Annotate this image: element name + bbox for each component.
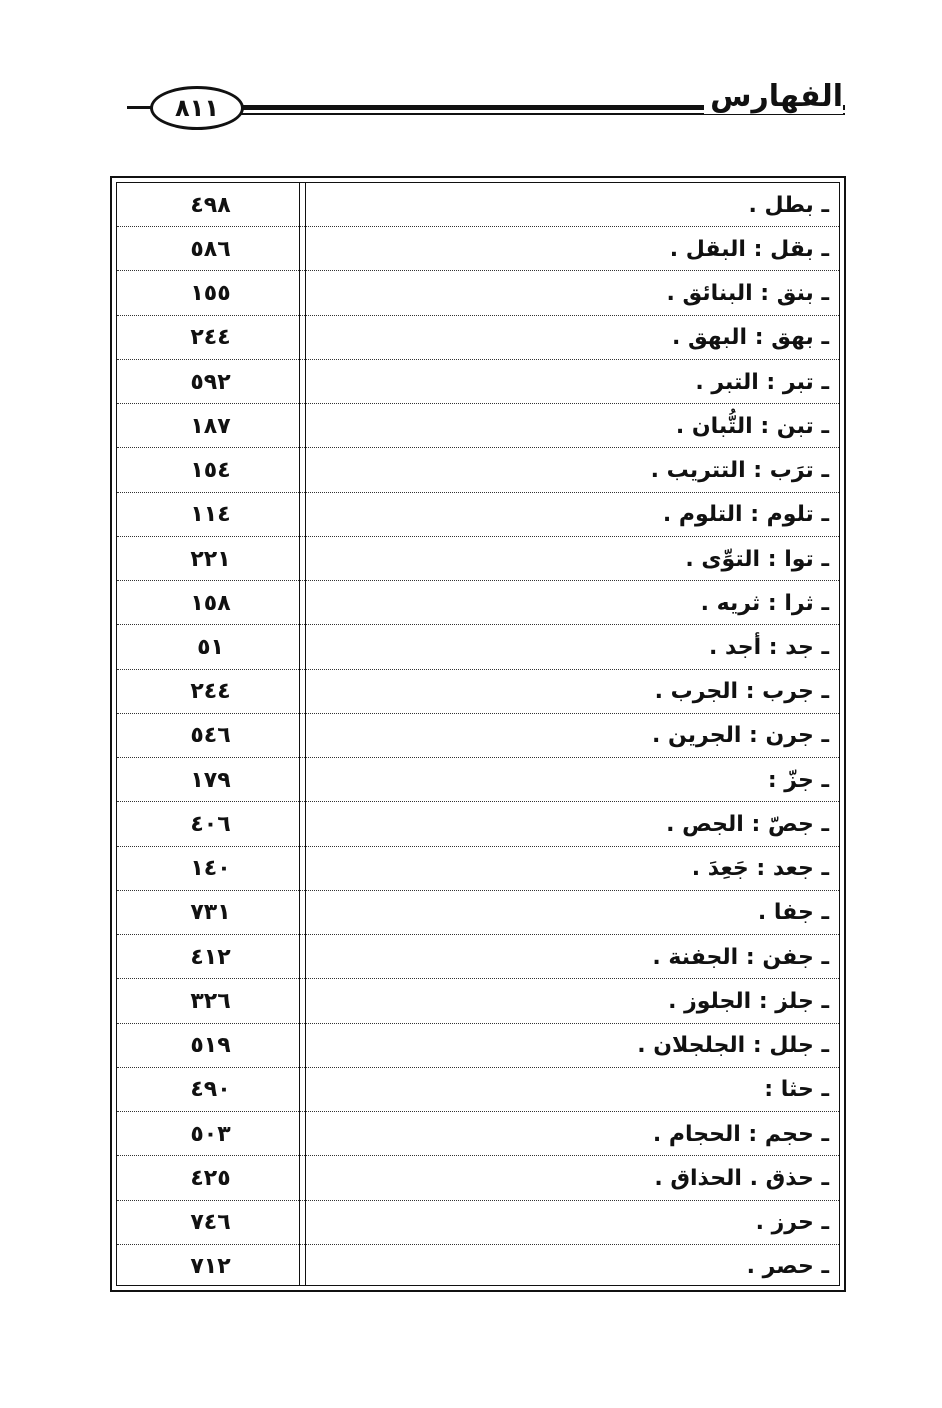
index-term: ـ تلوم : التلوم . — [662, 502, 829, 528]
table-row — [117, 847, 839, 891]
index-term: ـ جلل : الجلجلان . — [637, 1033, 829, 1059]
page-ref: ٥٤٦ — [190, 723, 231, 749]
index-term: ـ ترَب : التتريب . — [650, 458, 829, 484]
index-term: ـ جرب : الجرب . — [654, 679, 829, 705]
table-row — [117, 1024, 839, 1068]
index-term: ـ جعد : جَعِدَ . — [691, 856, 829, 882]
table-row — [117, 625, 839, 669]
index-rows — [117, 183, 839, 1285]
table-row — [117, 714, 839, 758]
table-row — [117, 448, 839, 492]
page-ref: ٤٢٥ — [190, 1165, 231, 1191]
page-ref: ١٨٧ — [190, 413, 231, 439]
page-ref: ٧٣١ — [190, 900, 231, 926]
table-row — [117, 1156, 839, 1200]
table-row — [117, 1245, 839, 1289]
page-ref: ٧١٢ — [190, 1254, 231, 1280]
page-ref: ٥٨٦ — [190, 236, 231, 262]
index-term: ـ جلز : الجلوز . — [668, 988, 829, 1014]
page-ref: ٧٤٦ — [190, 1210, 231, 1236]
page-ref: ١٥٤ — [190, 458, 231, 484]
index-term: ـ بهق : البهق . — [671, 325, 829, 351]
table-row — [117, 935, 839, 979]
index-term: ـ توا : التوِّى . — [685, 546, 829, 572]
header-title: الفهارس — [704, 80, 843, 114]
table-row — [117, 271, 839, 315]
page-ref: ١٥٥ — [190, 281, 231, 307]
table-row — [117, 802, 839, 846]
index-term: ـ بقل : البقل . — [669, 236, 829, 262]
table-row — [117, 227, 839, 271]
table-row — [117, 1201, 839, 1245]
index-term: ـ جصّ : الجص . — [666, 811, 829, 837]
index-term: ـ حرز . — [755, 1210, 829, 1236]
table-row — [117, 581, 839, 625]
table-row — [117, 360, 839, 404]
index-term: ـ بطل . — [748, 192, 829, 218]
page-ref: ١٥٨ — [190, 590, 231, 616]
page-ref: ٢٤٤ — [190, 325, 231, 351]
index-term: ـ جفن : الجفنة . — [652, 944, 829, 970]
table-row — [117, 316, 839, 360]
index-term: ـ بنق : البنائق . — [666, 281, 829, 307]
page-ref: ٣٢٦ — [190, 988, 231, 1014]
page-ref: ١١٤ — [190, 502, 231, 528]
page-ref: ٥١ — [197, 635, 224, 660]
page-ref: ٢٤٤ — [190, 679, 231, 705]
index-term: ـ جرن : الجرين . — [651, 723, 829, 749]
page-ref: ٤٠٦ — [190, 811, 231, 837]
index-term: ـ تبر : التبر . — [695, 369, 829, 395]
table-row — [117, 404, 839, 448]
table-row — [117, 183, 839, 227]
index-term: ـ حثا : — [764, 1077, 829, 1103]
page-ref: ٢٢١ — [190, 546, 231, 572]
index-table — [110, 176, 846, 1292]
page-ref: ١٤٠ — [190, 856, 231, 882]
index-term: ـ حصر . — [746, 1254, 829, 1280]
table-row — [117, 1112, 839, 1156]
page-ref: ٤٩٠ — [190, 1077, 231, 1103]
table-row — [117, 891, 839, 935]
page-ref: ٥٩٢ — [190, 369, 231, 395]
index-term: ـ ثرا : ثريه . — [700, 590, 829, 616]
index-term: ـ جد : أجد . — [709, 635, 829, 660]
page-header — [130, 80, 845, 130]
page-ref: ٥٠٣ — [190, 1121, 231, 1147]
page-ref: ٥١٩ — [190, 1033, 231, 1059]
index-term: ـ تبن : التُّبان . — [675, 413, 829, 439]
table-row — [117, 493, 839, 537]
page-ref: ٤٩٨ — [190, 192, 231, 218]
page-ref: ٤١٢ — [190, 944, 231, 970]
index-term: ـ جفا . — [757, 900, 829, 926]
page-ref: ١٧٩ — [190, 767, 231, 793]
page-number: ٨١١ — [150, 86, 244, 130]
table-row — [117, 670, 839, 714]
table-row — [117, 537, 839, 581]
table-row — [117, 1068, 839, 1112]
index-term: ـ حجم : الحجام . — [652, 1121, 829, 1147]
table-row — [117, 758, 839, 802]
index-term: ـ حذق . الحذاق . — [654, 1165, 829, 1191]
index-term: ـ جزّ : — [767, 767, 829, 793]
table-row — [117, 979, 839, 1023]
